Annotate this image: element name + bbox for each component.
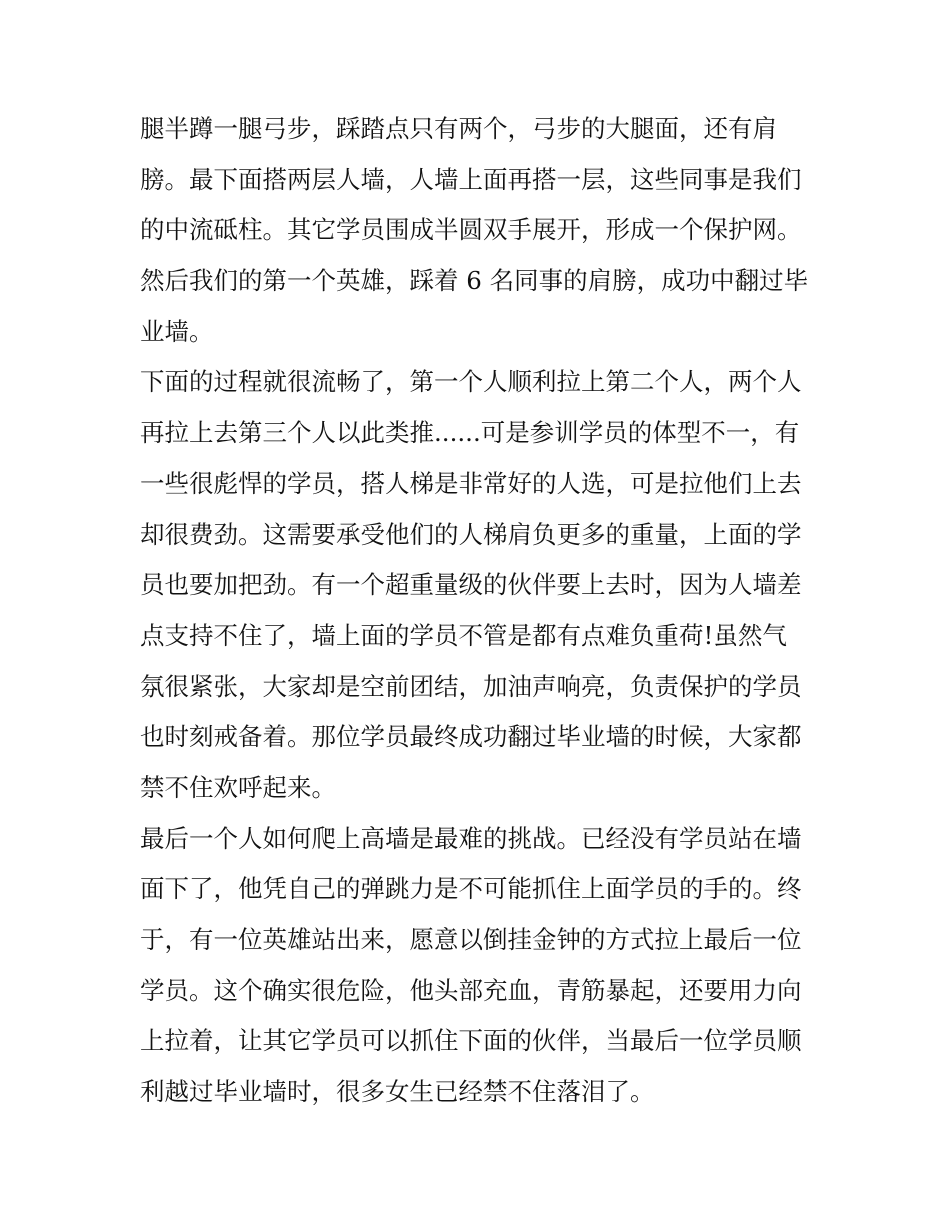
text-line-3: 的中流砥柱。其它学员围成半圆双手展开，形成一个保护网。 bbox=[140, 215, 802, 245]
text-line-1: 腿半蹲一腿弓步，踩踏点只有两个，弓步的大腿面，还有肩 bbox=[140, 114, 777, 143]
text-line-8: 一些很彪悍的学员，搭人梯是非常好的人选，可是拉他们上去 bbox=[140, 468, 802, 498]
body-text bbox=[140, 104, 820, 1118]
text-line-18: 学员。这个确实很危险，他头部充血，青筋暴起，还要用力向 bbox=[140, 975, 802, 1005]
text-line-14: 禁不住欢呼起来。 bbox=[140, 772, 336, 802]
text-line-4: 然后我们的第一个英雄，踩着 6 名同事的肩膀，成功中翻过毕 bbox=[140, 266, 809, 296]
text-line-10: 员也要加把劲。有一个超重量级的伙伴要上去时，因为人墙差 bbox=[140, 570, 802, 600]
text-line-9: 却很费劲。这需要承受他们的人梯肩负更多的重量，上面的学 bbox=[140, 519, 802, 549]
text-line-2: 膀。最下面搭两层人墙，人墙上面再搭一层，这些同事是我们 bbox=[140, 164, 802, 194]
text-line-13: 也时刻戒备着。那位学员最终成功翻过毕业墙的时候，大家都 bbox=[140, 722, 802, 752]
text-line-12: 氛很紧张，大家却是空前团结，加油声响亮，负责保护的学员 bbox=[140, 671, 802, 701]
text-line-19: 上拉着，让其它学员可以抓住下面的伙伴，当最后一位学员顺 bbox=[140, 1026, 802, 1056]
text-line-11: 点支持不住了，墙上面的学员不管是都有点难负重荷!虽然气 bbox=[140, 620, 787, 650]
text-line-6: 下面的过程就很流畅了，第一个人顺利拉上第二个人，两个人 bbox=[140, 367, 802, 397]
text-line-16: 面下了，他凭自己的弹跳力是不可能抓住上面学员的手的。终 bbox=[140, 874, 802, 904]
text-line-20: 利越过毕业墙时，很多女生已经禁不住落泪了。 bbox=[140, 1077, 655, 1107]
text-line-7: 再拉上去第三个人以此类推......可是参训学员的体型不一，有 bbox=[140, 418, 800, 448]
text-line-5: 业墙。 bbox=[140, 316, 214, 346]
text-line-15: 最后一个人如何爬上高墙是最难的挑战。已经没有学员站在墙 bbox=[140, 823, 802, 853]
text-line-17: 于，有一位英雄站出来，愿意以倒挂金钟的方式拉上最后一位 bbox=[140, 925, 802, 954]
